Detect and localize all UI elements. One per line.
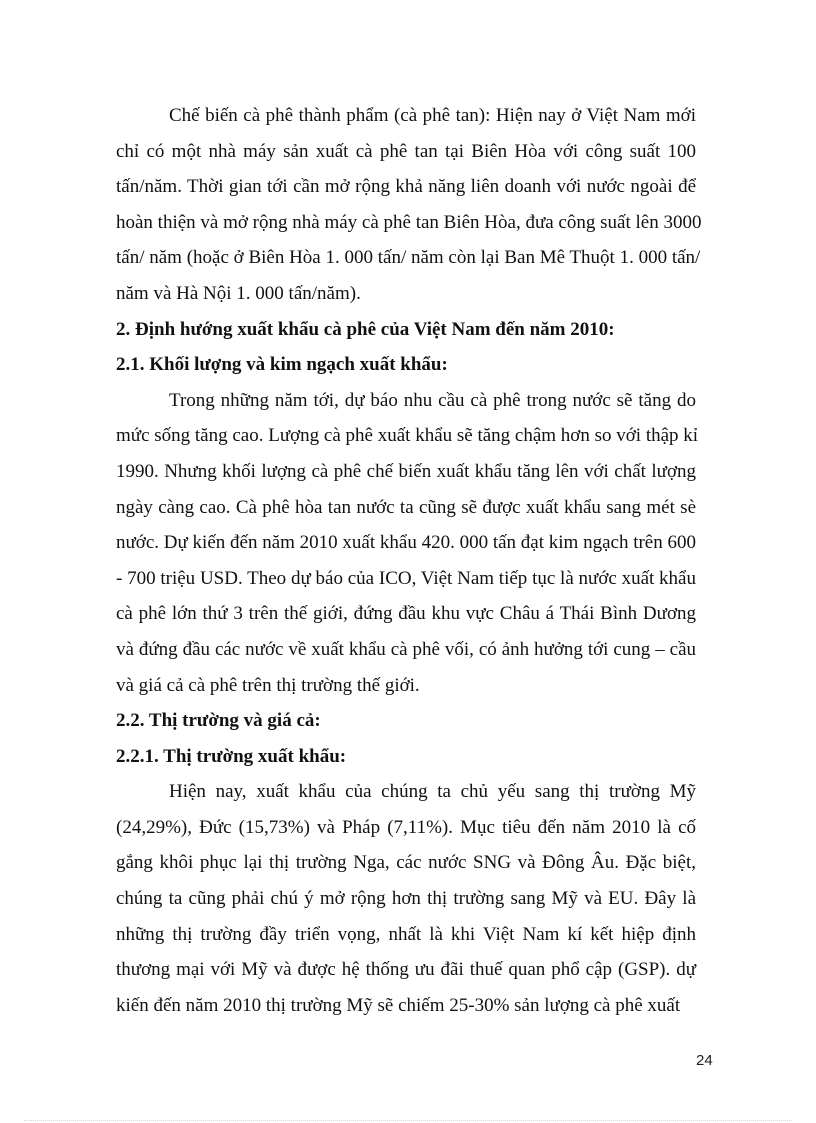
text-line: ngày càng cao. Cà phê hòa tan nước ta cũng sẽ được xuất khẩu sang mét sè [116, 496, 696, 518]
text-line [116, 383, 696, 419]
text-line: năm và Hà Nội 1. 000 tấn/năm). [116, 282, 361, 304]
text-line-content: Hiện nay, xuất khẩu của chúng ta chủ yếu sang thị trường Mỹ [169, 781, 696, 803]
text-line [116, 98, 696, 134]
text-line: gắng khôi phục lại thị trường Nga, các nước SNG và Đông Âu. Đặc biệt, [116, 852, 696, 874]
paragraph-instant-coffee-processing [116, 98, 702, 312]
text-line [116, 774, 696, 810]
text-line: chỉ có một nhà máy sản xuất cà phê tan tại Biên Hòa với công suất 100 [116, 140, 696, 162]
text-line: những thị trường đầy triển vọng, nhất là khi Việt Nam kí kết hiệp định [116, 923, 696, 945]
text-line: và đứng đầu các nước về xuất khẩu cà phê vối, có ảnh hưởng tới cung – cầu [116, 638, 696, 660]
text-line: kiến đến năm 2010 thị trường Mỹ sẽ chiếm 25-30% sản lượng cà phê xuất [116, 994, 681, 1016]
text-line: 1990. Nhưng khối lượng cà phê chế biến xuất khẩu tăng lên với chất lượng [116, 460, 696, 482]
page-bottom-divider [24, 1120, 792, 1121]
text-line-content: Chế biến cà phê thành phẩm (cà phê tan): Hiện nay ở Việt Nam mới [169, 105, 696, 126]
text-line: - 700 triệu USD. Theo dự báo của ICO, Việt Nam tiếp tục là nước xuất khẩu [116, 567, 696, 589]
text-line: tấn/năm. Thời gian tới cần mở rộng khả năng liên doanh với nước ngoài để [116, 176, 696, 198]
text-line: và giá cả cà phê trên thị trường thế giới. [116, 674, 420, 696]
text-line: tấn/ năm (hoặc ở Biên Hòa 1. 000 tấn/ năm còn lại Ban Mê Thuột 1. 000 tấn/ [116, 247, 701, 269]
section-heading-2-2-1: 2.2.1. Thị trường xuất khẩu: [116, 745, 347, 767]
text-line: cà phê lớn thứ 3 trên thế giới, đứng đầu khu vực Châu á Thái Bình Dương [116, 603, 696, 625]
text-line: mức sống tăng cao. Lượng cà phê xuất khẩu sẽ tăng chậm hơn so với thập kỉ [116, 425, 699, 447]
text-line: hoàn thiện và mở rộng nhà máy cà phê tan Biên Hòa, đưa công suất lên 3000 [116, 211, 702, 233]
section-heading-2-1: 2.1. Khối lượng và kim ngạch xuất khẩu: [116, 354, 448, 376]
paragraph-export-volume [116, 383, 699, 703]
text-line: nước. Dự kiến đến năm 2010 xuất khẩu 420. 000 tấn đạt kim ngạch trên 600 [116, 532, 696, 554]
text-line: (24,29%), Đức (15,73%) và Pháp (7,11%). Mục tiêu đến năm 2010 là cố [116, 816, 696, 838]
section-heading-2-2: 2.2. Thị trường và giá cả: [116, 710, 321, 732]
paragraph-export-markets [116, 774, 696, 1023]
text-line-content: Trong những năm tới, dự báo nhu cầu cà phê trong nước sẽ tăng do [169, 389, 696, 411]
section-heading-2: 2. Định hướng xuất khẩu cà phê của Việt Nam đến năm 2010: [116, 318, 615, 340]
text-line: thương mại với Mỹ và được hệ thống ưu đãi thuế quan phổ cập (GSP). dự [116, 959, 696, 981]
page-body [116, 98, 702, 1023]
text-line: chúng ta cũng phải chú ý mở rộng hơn thị trường sang Mỹ và EU. Đây là [116, 888, 696, 910]
page-number: 24 [696, 1052, 713, 1069]
